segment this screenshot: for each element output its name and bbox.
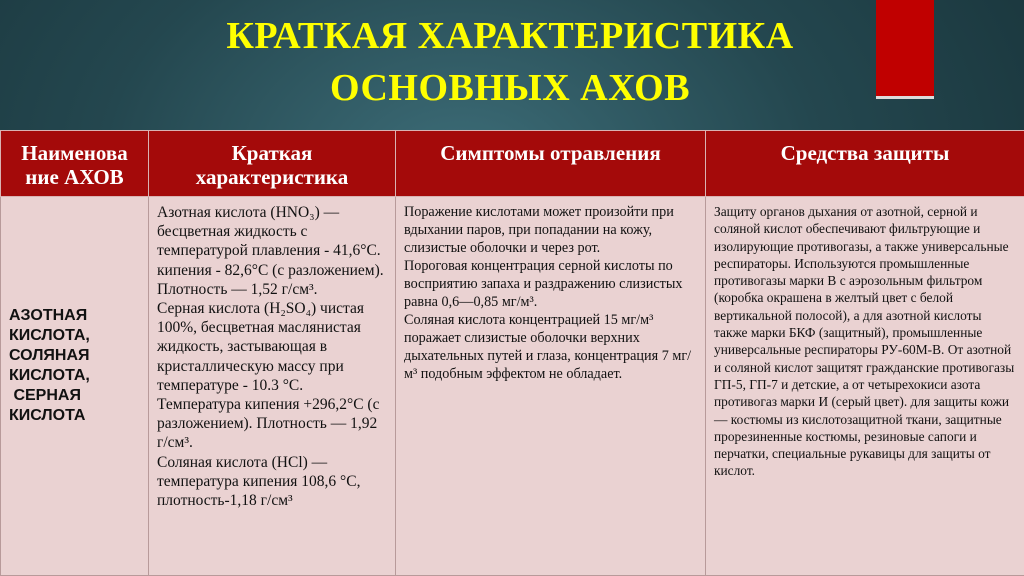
red-accent-bar (876, 0, 934, 96)
header-characteristics: Краткая характеристика (149, 131, 396, 197)
header-symptoms: Симптомы отравления (396, 131, 706, 197)
slide-title (150, 10, 870, 114)
cell-substance-name: АЗОТНАЯ КИСЛОТА, СОЛЯНАЯ КИСЛОТА, СЕРНАЯ КИСЛОТА (1, 197, 149, 576)
accent-underline (876, 96, 934, 99)
char-nitric: Азотная кислота (HNO₃) — бесцветная жидкость с температурой плавления - 41,6°С. кипения - 82,6°С (с разложением). Плотность — 1,52 г/см³. (157, 204, 384, 298)
header-row (1, 131, 1024, 197)
table-row (1, 197, 1024, 576)
title-line-2: ОСНОВНЫХ АХОВ (329, 67, 691, 109)
ahov-table (0, 130, 1024, 576)
cell-symptoms (396, 197, 706, 576)
header-name: Наименова ние АХОВ (1, 131, 149, 197)
cell-protection (706, 197, 1024, 576)
protection-text: Защиту органов дыхания от азотной, серной и соляной кислот обеспечивают фильтрующие и изолирующие противогазы, а также универсальные респираторы. Используются промышленные противогазы марки В с аэрозольным фильтром (коробка окрашена в желтый цвет с белой вертикальной полосой), а для азотной кислоты также марки БКФ (защитный), промышленные универсальные респираторы РУ-60М-В. От азотной и соляной кислот защитят гражданские противогазы ГП-5, ГП-7 и детские, а от четырехокиси азота противогаз марки И (серый цвет). для защиты кожи — костюмы из кислотозащитной ткани, защитные прорезиненные костюмы, резиновые сапоги и перчатки, специальные рукавицы для защиты от кислот. (714, 204, 1015, 479)
symptom-2: Пороговая концентрация серной кислоты по восприятию запаха и раздражению слизистых равна 0,6—0,85 мг/м³. (404, 258, 683, 310)
symptom-3: Соляная кислота концентрацией 15 мг/м³ поражает слизистые оболочки верхних дыхательных путей и глаза, концентрация 7 мг/м³ подобным эффектом не обладает. (404, 312, 692, 382)
title-line-1: КРАТКАЯ ХАРАКТЕРИСТИКА (226, 15, 794, 57)
char-sulfuric: Серная кислота (H₂SO₄) чистая 100%, бесцветная маслянистая жидкость, застывающая в кристаллическую массу при температуре - 10.3 °С. Температура кипения +296,2°С (с разложением). Плотность — 1,92 г/см³. (157, 300, 380, 452)
symptom-1: Поражение кислотами может произойти при вдыхании паров, при попадании на кожу, слизистые оболочки и через рот. (404, 204, 674, 256)
cell-characteristics (149, 197, 396, 576)
char-hydrochloric: Соляная кислота (HCl) — температура кипения 108,6 °С, плотность-1,18 г/см³ (157, 453, 361, 510)
header-protection: Средства защиты (706, 131, 1024, 197)
